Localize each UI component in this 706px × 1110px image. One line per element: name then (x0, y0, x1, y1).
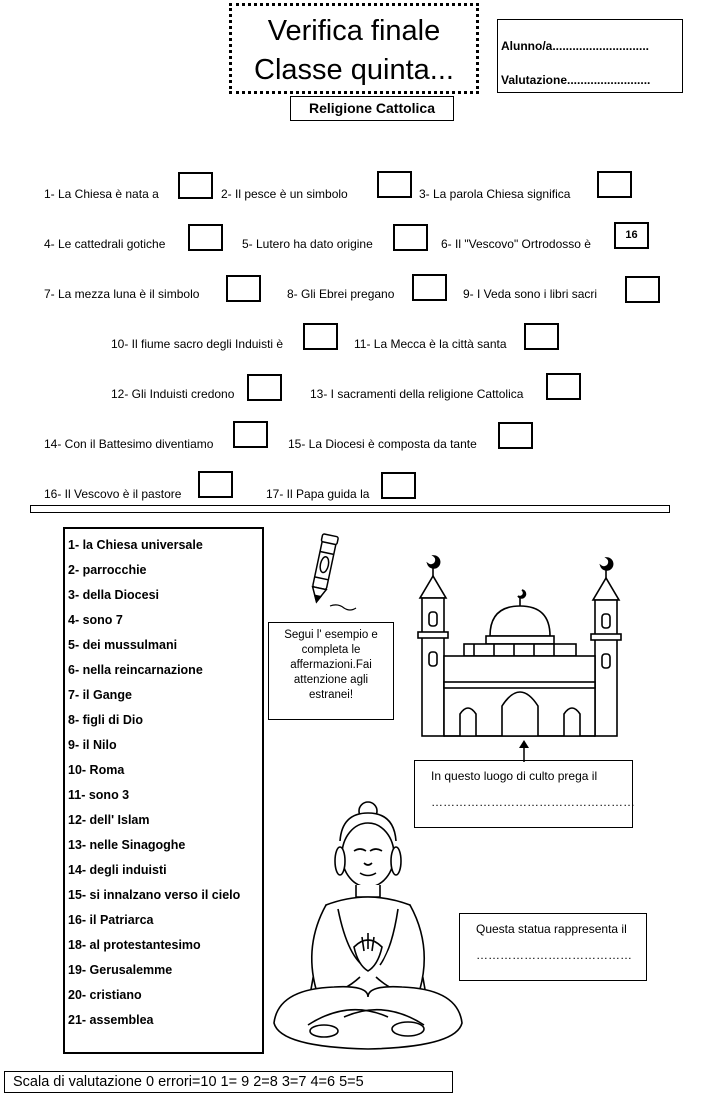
list-item: 6- nella reincarnazione (68, 663, 203, 677)
grading-scale: Scala di valutazione 0 errori=10 1= 9 2=8 3=7 4=6 5=5 (4, 1071, 453, 1093)
question-15: 15- La Diocesi è composta da tante (288, 437, 477, 451)
question-5: 5- Lutero ha dato origine (242, 237, 373, 251)
list-item: 2- parrocchie (68, 563, 147, 577)
answer-box-2[interactable] (377, 171, 412, 198)
title-box (229, 3, 479, 94)
section-divider (30, 505, 670, 513)
mosque-answer-line[interactable]: …………………………………………… (431, 795, 635, 809)
answer-box-10[interactable] (303, 323, 338, 350)
answer-box-13[interactable] (546, 373, 581, 400)
answer-box-14[interactable] (233, 421, 268, 448)
list-item: 20- cristiano (68, 988, 142, 1002)
list-item: 19- Gerusalemme (68, 963, 173, 977)
list-item: 1- la Chiesa universale (68, 538, 203, 552)
list-item: 7- il Gange (68, 688, 132, 702)
pencil-icon (300, 532, 360, 614)
question-3: 3- La parola Chiesa significa (419, 187, 571, 201)
answer-box-7[interactable] (226, 275, 261, 302)
answer-box-6[interactable]: 16 (614, 222, 649, 249)
mosque-question-text: In questo luogo di culto prega il (431, 769, 598, 783)
title-line-2: Classe quinta... (254, 54, 454, 86)
question-14: 14- Con il Battesimo diventiamo (44, 437, 214, 451)
list-item: 5- dei mussulmani (68, 638, 178, 652)
list-item: 3- della Diocesi (68, 588, 160, 602)
question-6: 6- Il "Vescovo" Ortrodosso è (441, 237, 591, 251)
buddha-question-box (459, 913, 647, 981)
list-item: 18- al protestantesimo (68, 938, 201, 952)
grade-field[interactable]: Valutazione......................... (501, 73, 651, 87)
question-10: 10- Il fiume sacro degli Induisti è (111, 337, 284, 351)
list-item: 12- dell' Islam (68, 813, 150, 827)
title-line-1: Verifica finale (267, 15, 441, 47)
question-9: 9- I Veda sono i libri sacri (463, 287, 598, 301)
list-item: 10- Roma (68, 763, 125, 777)
list-item: 4- sono 7 (68, 613, 123, 627)
list-item: 9- il Nilo (68, 738, 117, 752)
arrow-up-icon (518, 740, 530, 762)
answer-box-4[interactable] (188, 224, 223, 251)
answer-box-15[interactable] (498, 422, 533, 449)
answer-box-16[interactable] (198, 471, 233, 498)
list-item: 21- assemblea (68, 1013, 154, 1027)
answer-box-3[interactable] (597, 171, 632, 198)
buddha-question-text: Questa statua rappresenta il (476, 922, 627, 936)
answers-list (63, 527, 264, 1054)
question-8: 8- Gli Ebrei pregano (287, 287, 395, 301)
list-item: 15- si innalzano verso il cielo (68, 888, 241, 902)
answer-box-5[interactable] (393, 224, 428, 251)
question-1: 1- La Chiesa è nata a (44, 187, 159, 201)
buddha-illustration (268, 797, 464, 1055)
buddha-answer-line[interactable]: ………………………………… (476, 948, 632, 962)
list-item: 11- sono 3 (68, 788, 130, 802)
list-item: 8- figli di Dio (68, 713, 143, 727)
list-item: 16- il Patriarca (68, 913, 154, 927)
question-11: 11- La Mecca è la città santa (354, 337, 507, 351)
answer-box-11[interactable] (524, 323, 559, 350)
list-item: 13- nelle Sinagoghe (68, 838, 186, 852)
answer-box-12[interactable] (247, 374, 282, 401)
answer-box-9[interactable] (625, 276, 660, 303)
mosque-illustration (414, 552, 646, 738)
student-name-field[interactable]: Alunno/a............................. (501, 39, 650, 53)
list-item: 14- degli induisti (68, 863, 167, 877)
question-2: 2- Il pesce è un simbolo (221, 187, 348, 201)
answer-box-8[interactable] (412, 274, 447, 301)
question-17: 17- Il Papa guida la (266, 487, 370, 501)
answer-box-17[interactable] (381, 472, 416, 499)
question-16: 16- Il Vescovo è il pastore (44, 487, 182, 501)
student-info-box (497, 19, 683, 93)
subject-label: Religione Cattolica (290, 96, 454, 121)
question-4: 4- Le cattedrali gotiche (44, 237, 166, 251)
question-13: 13- I sacramenti della religione Cattolica (310, 387, 524, 401)
answer-box-1[interactable] (178, 172, 213, 199)
question-7: 7- La mezza luna è il simbolo (44, 287, 200, 301)
instruction-box: Segui l' esempio e completa le affermazioni.Fai attenzione agli estranei! (268, 622, 394, 720)
question-12: 12- Gli Induisti credono (111, 387, 235, 401)
